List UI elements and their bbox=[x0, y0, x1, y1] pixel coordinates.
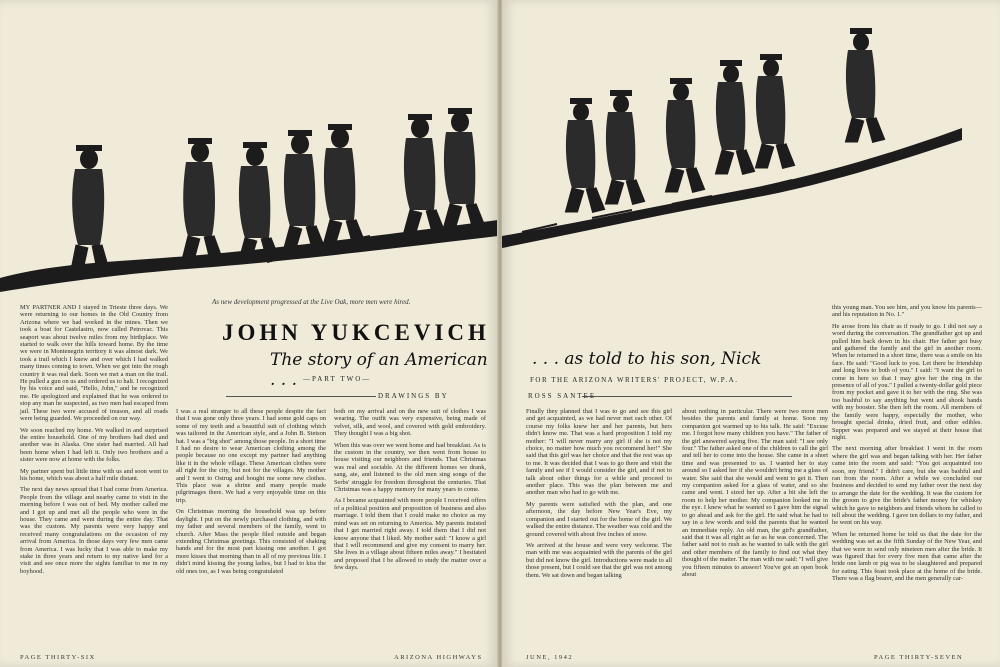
paragraph: My partner spent but little time with us and soon went to his home, which was about a half mile distant. bbox=[20, 467, 168, 482]
illustration-caption: As new development progressed at the Live Oak, more men were hired. bbox=[212, 298, 411, 306]
magazine-name: ARIZONA HIGHWAYS bbox=[394, 654, 483, 661]
paragraph: When this was over we went home and had breakfast. As is the custom in the country, we then went from house to house visiting our neighbors and friends. That Christmas was real and sociable. At the different homes we drank, sang, ate, and listened to the old men sing songs of the Serbs' struggle for freedom throughout the centuries. That Christmas was a happy memory for many years to come. bbox=[334, 441, 486, 494]
paragraph: about nothing in particular. There were two more men besides the parents and family at home. Soon my companion got warmed up to his talk. He said: "Excuse me. I forgot how many children you have." The father of the girl answered saying five. The man said: "I see only four." The father asked one of the children to call the girl and tell her to come into the house. She came in a short time and was presented to us. I wanted her to stay around so I asked her if she wouldn't bring me a glass of water. She said that she would and went to get it. Then my companion asked for a glass of water, and so she came and went. I sized her up. After a bit she left the room to help her mother. My companion looked me in the eye. I knew what he wanted so I gave him the signal to go ahead and ask for the girl. He said what he had to say in a few words and told the parents that he wanted an immediate reply. An old man, the girl's grandfather, said that it was all right as far as he was concerned. The father said not to rush as he wanted to talk with the girl and other members of the family to find out what they thought of the matter. The man with me said: "I will give you fifteen minutes to answer! You've got an open book about bbox=[682, 408, 828, 578]
paragraph: On Christmas morning the household was up before daylight. I put on the newly purchased clothing, and with my father and several members of the family, went to church. After Mass the people filed outside and began extending Christmas greetings. This consisted of shaking hands and for the most part kissing one another. I got more kisses that morning than in all of my previous life. I didn't mind kissing the young ladies, but I had to kiss the old ones too, as I was being congratulated bbox=[176, 508, 326, 575]
paragraph: The next day news spread that I had come from America. People from the village and nearby came to visit in the morning before I was out of bed. My mother called me and I got up and met all the people who were in the house. They came and went during the entire day. That was the custom. My parents were very happy and received many congratulations on the occasion of my arrival from America. In those days very few men came from America. I was lucky that I was able to make my stake in three years and return to my native land for a visit and see once more the sights familiar to me in my boyhood. bbox=[20, 486, 168, 575]
text-column-5 bbox=[682, 408, 828, 582]
paragraph: We arrived at the house and were very welcome. The man with me was acquainted with the parents of the girl but did not know the girl. Introductions were made to all those present, but I could see that the girl was not among them. We sat down and began talking bbox=[526, 541, 672, 579]
article-title: JOHN YUKCEVICH bbox=[222, 320, 490, 345]
paragraph: this young man. You see him, and you know his parents—and his reputation in No. 1." bbox=[832, 304, 982, 319]
miners-illustration-right bbox=[502, 0, 1000, 300]
article-subtitle-right: . . . as told to his son, Nick bbox=[532, 349, 762, 369]
divider-rule bbox=[582, 396, 792, 397]
left-page bbox=[0, 0, 498, 667]
text-column-1 bbox=[20, 304, 168, 579]
right-page bbox=[502, 0, 1000, 667]
drawings-credit: DRAWINGS BY bbox=[378, 392, 449, 400]
writers-project-byline: FOR THE ARIZONA WRITERS' PROJECT, W.P.A. bbox=[530, 376, 739, 384]
paragraph: When he returned home he told us that the date for the wedding was set as the fifth Sunday of the New Year, and that we were to send only nineteen men after the bride. It was figured that for every five men that came after the bride one lamb or pig was to be slaughtered and prepared for eating. This feast took place at the home of the bride. There was a flag bearer, and the men generally car- bbox=[832, 530, 982, 583]
paragraph: I was a real stranger to all these people despite the fact that I was gone only three years. I had some gold caps on some of my teeth and a beautiful suit of clothing which was tailored in the American style, and a John B. Stetson hat. I was a "big shot" among those people. In a short time I had no desire to wear American clothing among the people because no one except my partner had anything like it in the whole village. These American clothes were all right for the city, but not for the villages. My mother and I went to Ostrug and bought me some new clothes. This place was a shrine and many people made pilgrimages there. We had a very enjoyable time on this trip. bbox=[176, 408, 326, 504]
paragraph: MY PARTNER AND I stayed in Trieste three days. We were returning to our homes in the Old Country from Arizona where we had worked in the mines. Then we took a boat for Castelastro, now called Petrovac. This seaport was about twelve miles from my birthplace. We started to walk over the hills toward home. By the time we were in Montenegrin territory it was almost dark. We took a trail which I knew and over which I had walked many times coming to town. When we got into the rough country it was real dark. Soon we met a man on the trail. He pulled a gun on us and ordered us to halt. I recognized by his voice and said, "Hello, John," and he recognized me. He apologized and explained that he was ordered to stop any man he suspected, as two men had escaped from jail. These two were accused of treason, and all roads were being guarded. We proceeded on our way. bbox=[20, 304, 168, 423]
text-column-2 bbox=[176, 408, 326, 579]
divider-rule bbox=[226, 396, 376, 397]
issue-date: JUNE, 1942 bbox=[526, 654, 574, 661]
part-label: —PART TWO— bbox=[303, 375, 372, 383]
paragraph: The next morning after breakfast I went in the room where the girl was and began talking with her. Her father came into the room and said: "You got acquainted too soon, my friend." I didn't care, but she was bashful and ran from the room. After a while we concluded our business and decided to send my father over the next day to arrange the date for the wedding. It was the custom for the groom to give the bride's father money for whiskey which he gave to neighbors and friends whom he called to tell about the wedding. I gave ten dollars to my father, and he went on his way. bbox=[832, 445, 982, 527]
page-number-right: PAGE THIRTY-SEVEN bbox=[874, 654, 964, 661]
page-number-left: PAGE THIRTY-SIX bbox=[20, 654, 96, 661]
paragraph: Finally they planned that I was to go and see this girl and get acquainted, as we had never met each other. Of course my folks knew her and her parents, but hers didn't know me. That was a hard proposition I told my mother: "I will never marry any girl if she is not my choice, no matter how much you recommend her!" She said that this girl was her choice and that the rest was up to me. It was decided that I was to go there and visit the family and see if I would consider the girl, and if not to talk about other things for a while and proceed to another place. This was the plan between me and another man who had to go with me. bbox=[526, 408, 672, 497]
text-column-4 bbox=[526, 408, 672, 583]
paragraph: As I became acquainted with more people I received offers of a political position and proposition of business and also marriage. I told them that I could make no choice as my mind was set on returning to America. My parents insisted that I get married right away. I told them that I did not know anyone that I liked. My mother said: "I know a girl that I will recommend and give my consent to marry her. She lives in a village about fifteen miles away." I hesitated and proposed that I be allowed to study the matter over a few days. bbox=[334, 497, 486, 572]
miners-illustration-left bbox=[0, 0, 498, 300]
paragraph: both on my arrival and on the new suit of clothes I was wearing. The outfit was very expensive, being made of velvet, silk, and wool, and covered with gold embroidery. They thought I was a big shot. bbox=[334, 408, 486, 438]
text-column-6 bbox=[832, 304, 982, 587]
text-column-3 bbox=[334, 408, 486, 576]
article-subtitle-left: The story of an American . . . bbox=[270, 350, 488, 390]
paragraph: My parents were satisfied with the plan, and one afternoon, the day before New Year's Eve, my companion and I started out for the home of the girl. We walked the entire distance. The weather was cold and the ground covered with about five inches of snow. bbox=[526, 500, 672, 538]
artist-name: ROSS SANTEE bbox=[528, 392, 597, 400]
paragraph: He arose from his chair as if ready to go. I did not say a word during the conversation. The grandfather got up and pulled him back down in his chair. Her father got busy and gathered the family and the girl in another room. When he returned in a short time, there was a smile on his face. He said: "Good luck to you. Let there be friendship and long lives to both of you." I said: "I want the girl to come in here so that I may give her the ring in the presence of all of you." I pulled a twenty-dollar gold piece from my pocket and gave it to her with the ring. She was too bashful to say anything but went and shook hands with my booster. She then left the room. All members of the family were happy, especially the mother, who brought special drinks, dried fruit, and other edibles. Supper was prepared and we stayed at their house that night. bbox=[832, 322, 982, 441]
paragraph: We soon reached my home. We walked in and surprised the entire household. One of my brothers had died and another was in Alaska. One sister had married. All had been home when I had left it. Only two brothers and a sister were now at home with the folks. bbox=[20, 426, 168, 464]
